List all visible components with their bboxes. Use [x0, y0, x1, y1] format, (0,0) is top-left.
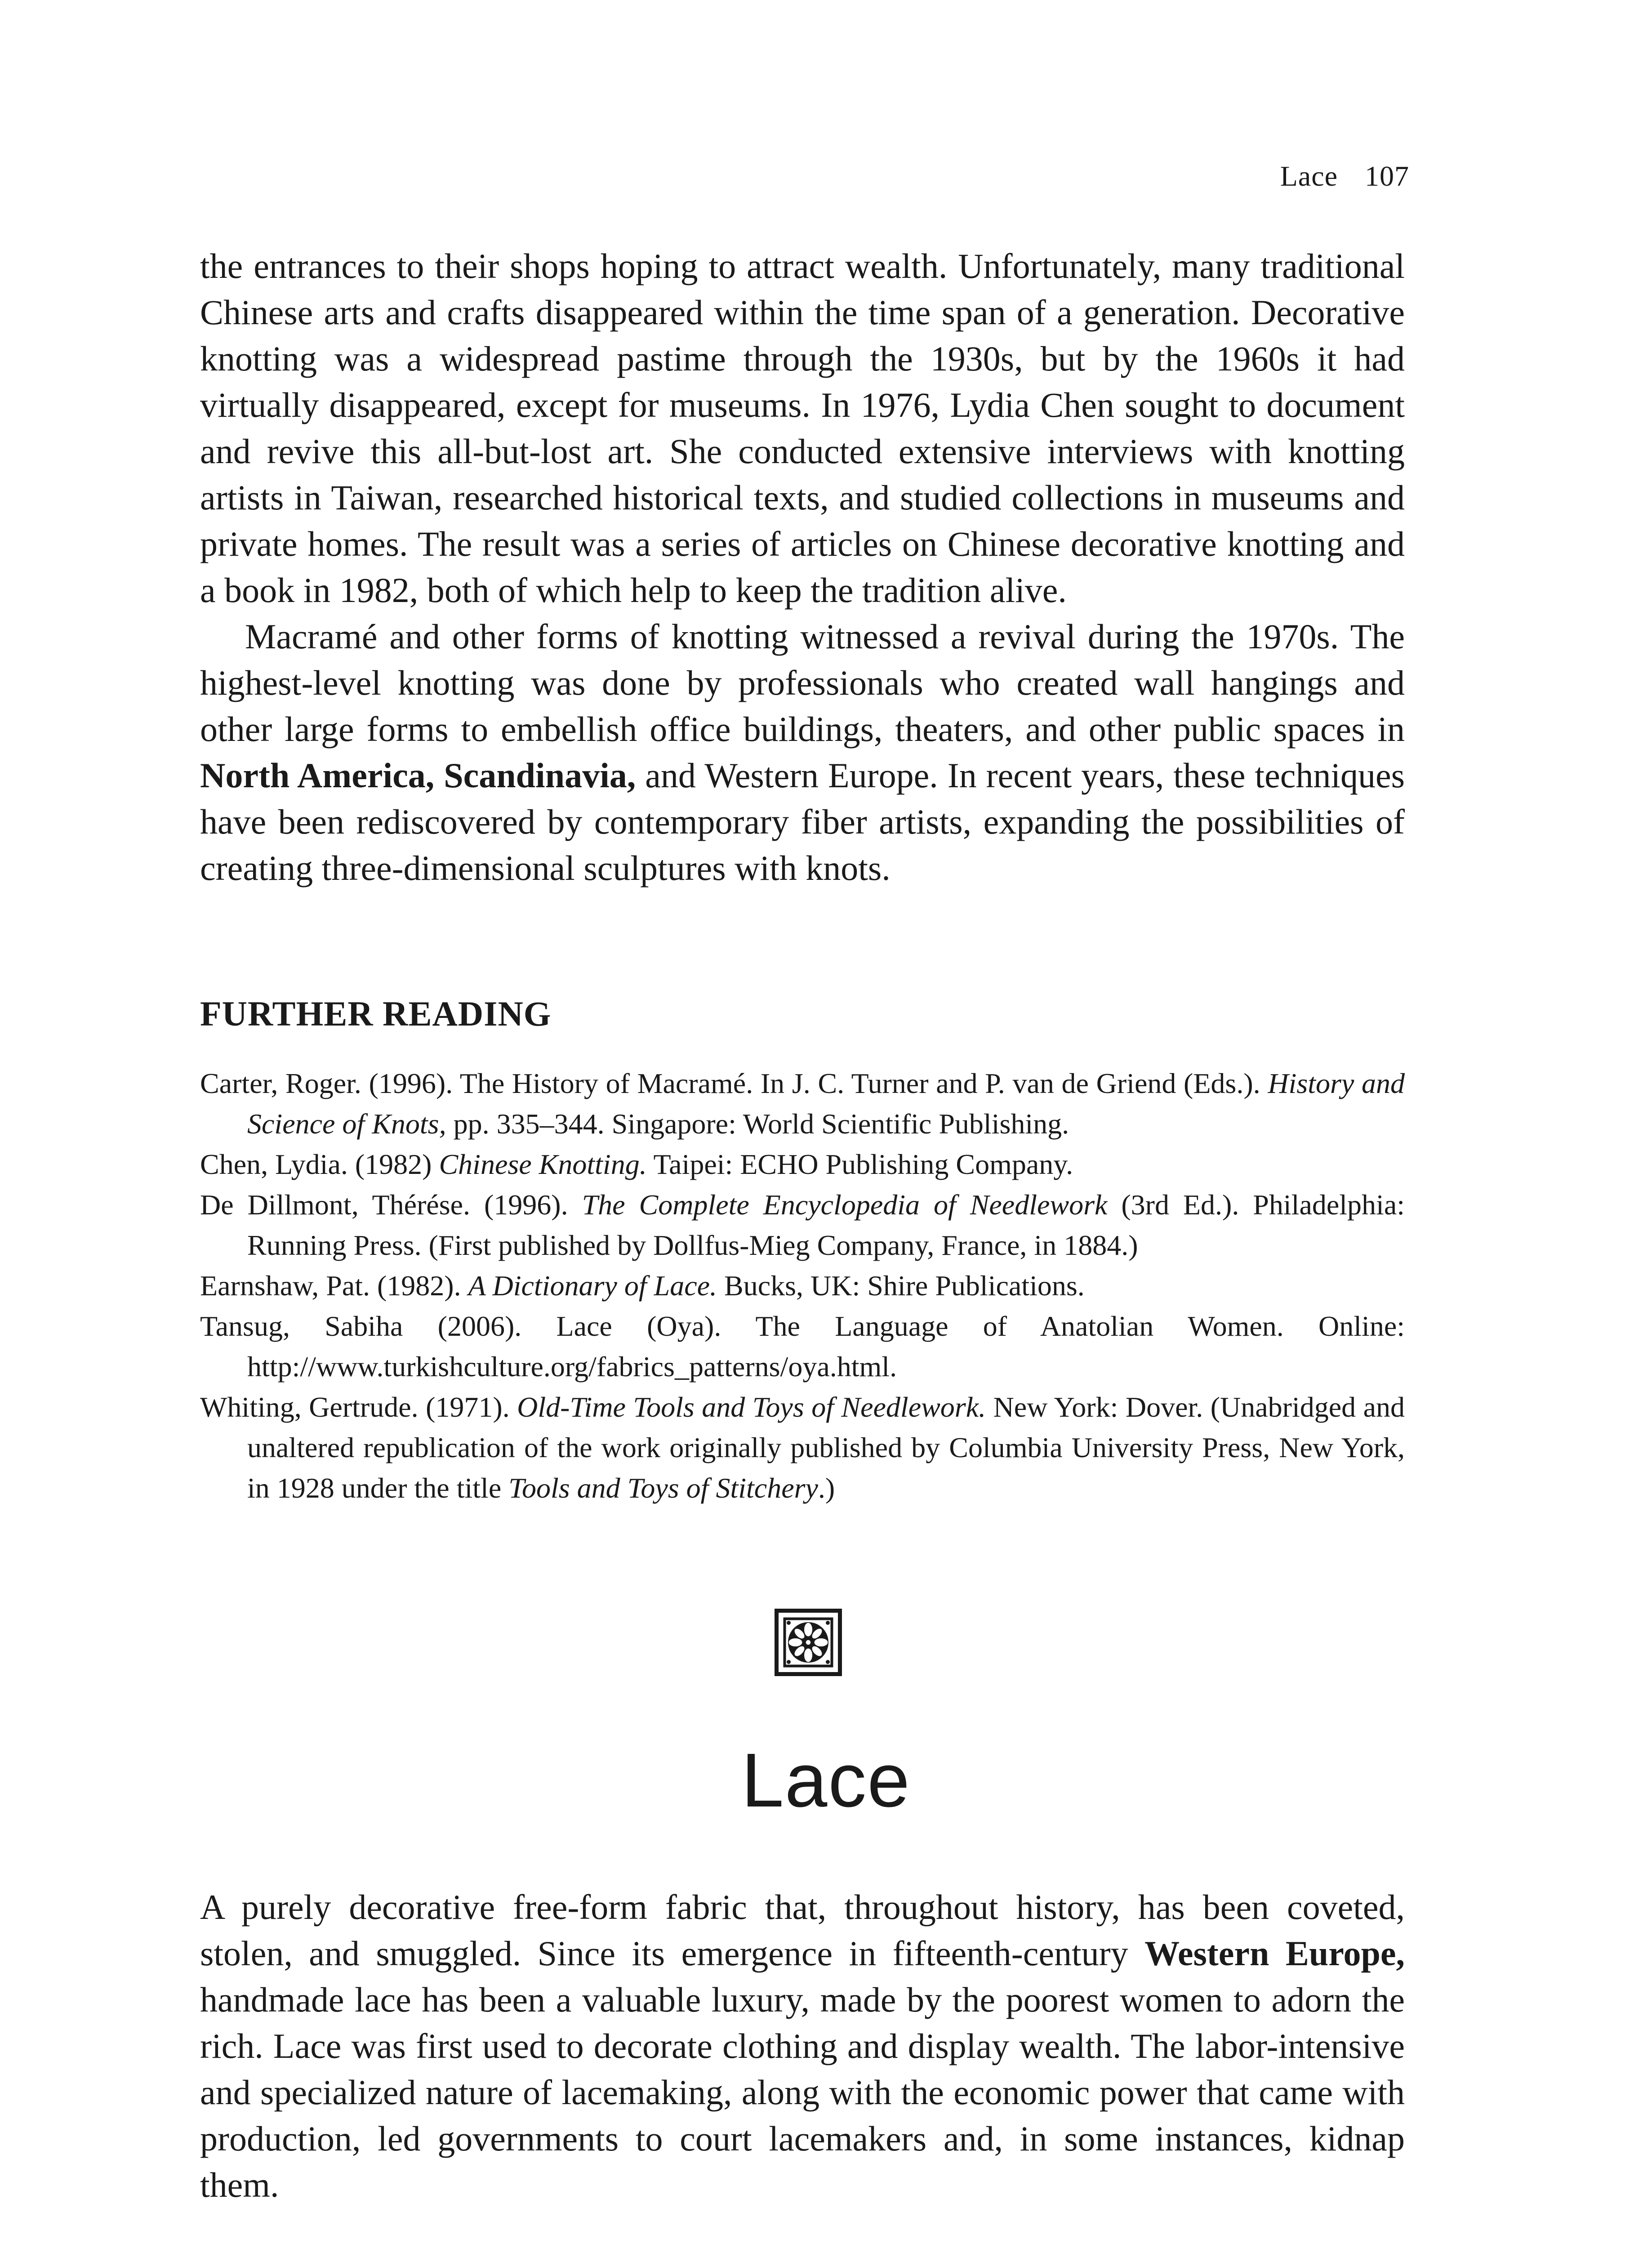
text-run: Carter, Roger. (1996). The History of Macramé. In J. C. Turner and P. van de Griend (Eds.). — [200, 1067, 1268, 1099]
bold-term: North America, Scandinavia, — [200, 756, 636, 795]
reference-earnshaw — [200, 1266, 1405, 1306]
text-run: De Dillmont, Thérése. (1996). — [200, 1189, 582, 1221]
page-number: 107 — [1365, 160, 1409, 192]
entry-text — [200, 1884, 1405, 2208]
italic-title: Chinese Knotting. — [439, 1148, 647, 1180]
reference-chen — [200, 1144, 1405, 1185]
text-run: Taipei: ECHO Publishing Company. — [646, 1148, 1073, 1180]
reference-de-dillmont — [200, 1185, 1405, 1266]
further-reading-list — [200, 1063, 1405, 1508]
reference-whiting — [200, 1387, 1405, 1508]
reference-carter — [200, 1063, 1405, 1144]
text-run: Tansug, Sabiha (2006). Lace (Oya). The Language of Anatolian Women. Online: http://www.turkishculture.org/fabrics_patterns/oya.html. — [200, 1310, 1405, 1383]
floral-ornament-icon — [775, 1609, 842, 1676]
further-reading-heading: FURTHER READING — [200, 994, 552, 1033]
italic-title: A Dictionary of Lace. — [468, 1270, 717, 1302]
text-run: Whiting, Gertrude. (1971). — [200, 1391, 517, 1423]
text-run: A purely decorative free-form fabric that, throughout history, has been coveted, stolen, and smuggled. Since its emergence in fifteenth-century — [200, 1887, 1405, 1973]
text-run: New York: Dover. (Unabridged and unaltered republication of the work originally published by Columbia University Press, New York, in 1928 under the title — [247, 1391, 1405, 1504]
text-run: .) — [818, 1472, 835, 1504]
entry-paragraph-1 — [200, 1884, 1405, 2208]
intro-text — [200, 243, 1405, 891]
text-run: pp. 335–344. Singapore: World Scientific Publishing. — [446, 1108, 1069, 1140]
running-head — [1280, 160, 1409, 193]
text-run: Earnshaw, Pat. (1982). — [200, 1270, 468, 1302]
text-run: (3rd Ed.). Philadelphia: Running Press. (First published by Dollfus-Mieg Company, France, in 1884.) — [247, 1189, 1405, 1261]
intro-paragraph-1 — [200, 243, 1405, 613]
text-run: the entrances to their shops hoping to attract wealth. Unfortunately, many traditional Chinese arts and crafts disappeared within the time span of a generation. Decorative knotting was a widespread pastime through the 1930s, but by the 1960s it had virtually disappeared, except for museums. In 1976, Lydia Chen sought to document and revive this all-but-lost art. She conducted extensive interviews with knotting artists in Taiwan, researched historical texts, and studied collections in museums and private homes. The result was a series of articles on Chinese decorative knotting and a book in 1982, both of which help to keep the tradition alive. — [200, 246, 1405, 610]
text-run: Macramé and other forms of knotting witnessed a revival during the 1970s. The highest-level knotting was done by professionals who created wall hangings and other large forms to embellish office buildings, theaters, and other public spaces in — [200, 617, 1405, 749]
entry-title: Lace — [741, 1738, 911, 1823]
text-run: Chen, Lydia. (1982) — [200, 1148, 439, 1180]
italic-title: The Complete Encyclopedia of Needlework — [582, 1189, 1108, 1221]
running-head-section: Lace — [1280, 160, 1338, 192]
text-run: Bucks, UK: Shire Publications. — [717, 1270, 1085, 1302]
italic-title: History and Science of Knots, — [247, 1067, 1405, 1140]
intro-paragraph-2 — [200, 613, 1405, 891]
text-run: handmade lace has been a valuable luxury, made by the poorest women to adorn the rich. Lace was first used to decorate clothing and display wealth. The labor-intensive and specialized nature of lacemaking, along with the economic power that came with production, led governments to court lacemakers and, in some instances, kidnap them. — [200, 1980, 1405, 2204]
italic-title: Tools and Toys of Stitchery — [508, 1472, 818, 1504]
text-run: and Western Europe. In recent years, these techniques have been rediscovered by contemporary fiber artists, expanding the possibilities of creating three-dimensional sculptures with knots. — [200, 756, 1405, 888]
reference-tansug — [200, 1306, 1405, 1387]
bold-term: Western Europe, — [1144, 1934, 1405, 1973]
italic-title: Old-Time Tools and Toys of Needlework. — [517, 1391, 986, 1423]
